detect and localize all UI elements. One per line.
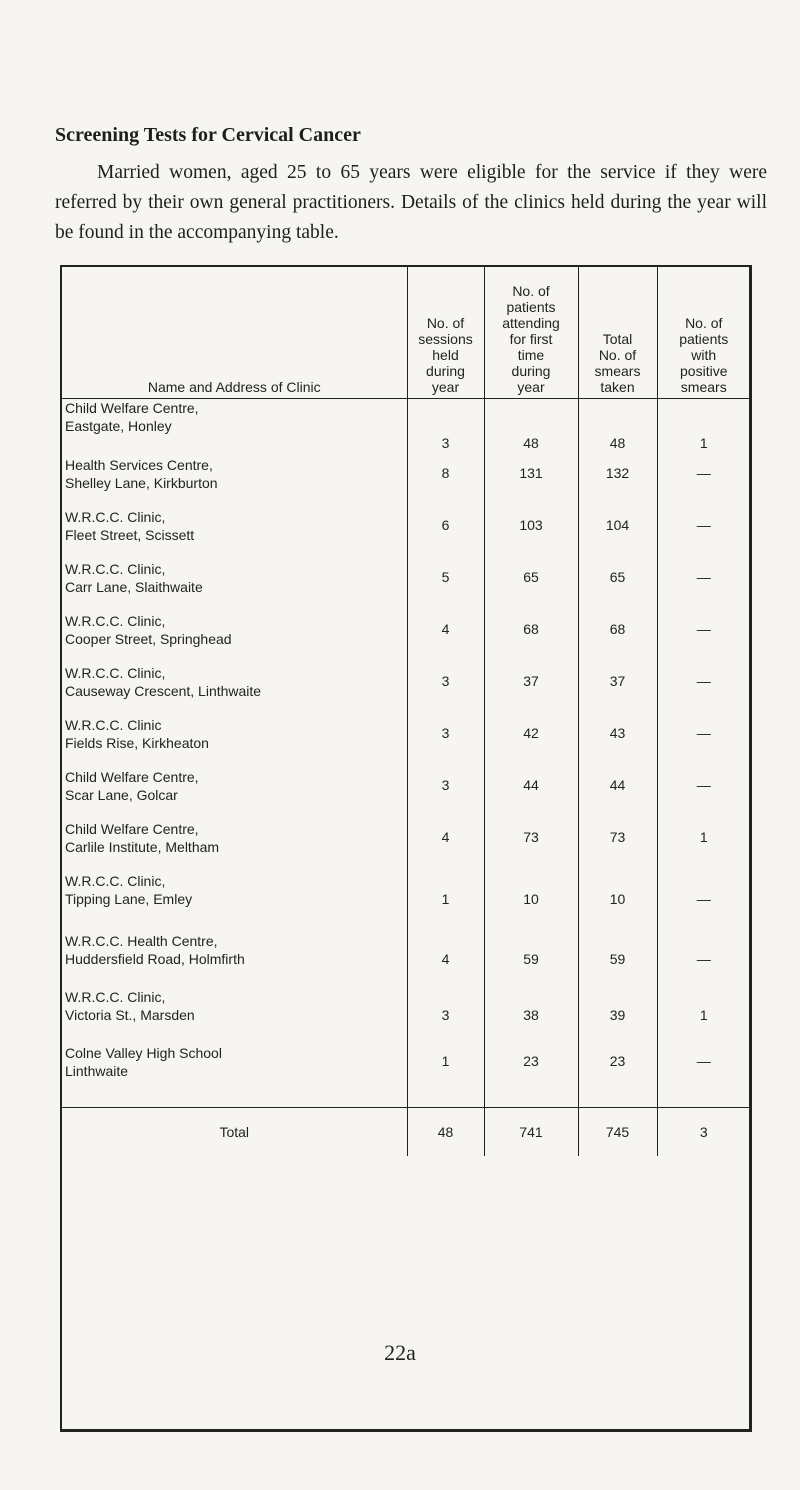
table-row	[62, 399, 750, 456]
smears-cell: 132	[578, 456, 657, 508]
first-time-cell: 44	[484, 768, 578, 820]
sessions-cell: 1	[407, 872, 484, 932]
table-row	[62, 716, 750, 768]
sessions-cell: 1	[407, 1044, 484, 1108]
sessions-cell: 4	[407, 932, 484, 988]
header-total-smears: Total No. of smears taken	[578, 267, 657, 399]
header-sessions: No. of sessions held during year	[407, 267, 484, 399]
total-smears: 745	[578, 1108, 657, 1157]
first-time-cell: 38	[484, 988, 578, 1044]
table-row	[62, 820, 750, 872]
page-number: 22a	[384, 1340, 416, 1365]
clinic-name-cell: Colne Valley High School Linthwaite	[62, 1044, 407, 1108]
intro-paragraph: Married women, aged 25 to 65 years were eligible for the service if they were referred by their own general practitioners. Details of the clinics held during the year will be found in the accompanying table.	[55, 162, 767, 243]
total-first-time: 741	[484, 1108, 578, 1157]
table-row	[62, 560, 750, 612]
sessions-cell: 4	[407, 612, 484, 664]
clinic-name-cell: W.R.C.C. Health Centre, Huddersfield Road, Holmfirth	[62, 932, 407, 988]
section-heading: Screening Tests for Cervical Cancer	[55, 124, 361, 146]
sessions-cell: 5	[407, 560, 484, 612]
positive-cell: —	[696, 776, 711, 793]
smears-cell: 104	[578, 508, 657, 560]
clinic-name-cell: W.R.C.C. Clinic, Cooper Street, Springhead	[62, 612, 407, 664]
clinic-name-cell: Child Welfare Centre, Eastgate, Honley	[62, 399, 407, 456]
header-positive-smears: No. of patients with positive smears	[657, 267, 750, 399]
header-clinic-name: Name and Address of Clinic	[62, 267, 407, 399]
sessions-cell: 3	[407, 716, 484, 768]
smears-cell: 73	[578, 820, 657, 872]
clinic-name-cell: W.R.C.C. Clinic, Fleet Street, Scissett	[62, 508, 407, 560]
table-row	[62, 1044, 750, 1108]
positive-cell: 1	[699, 1006, 708, 1023]
positive-cell: —	[696, 1052, 711, 1069]
first-time-cell: 23	[484, 1044, 578, 1108]
sessions-cell: 8	[407, 456, 484, 508]
first-time-cell: 42	[484, 716, 578, 768]
total-positive: 3	[657, 1108, 750, 1157]
sessions-cell: 3	[407, 768, 484, 820]
first-time-cell: 10	[484, 872, 578, 932]
clinic-name-cell: Health Services Centre, Shelley Lane, Kirkburton	[62, 456, 407, 508]
table-row	[62, 456, 750, 508]
first-time-cell: 73	[484, 820, 578, 872]
clinic-name-cell: W.R.C.C. Clinic Fields Rise, Kirkheaton	[62, 716, 407, 768]
smears-cell: 10	[578, 872, 657, 932]
table-row	[62, 612, 750, 664]
positive-cell: —	[696, 724, 711, 741]
clinic-name-cell: W.R.C.C. Clinic, Carr Lane, Slaithwaite	[62, 560, 407, 612]
clinic-name-cell: Child Welfare Centre, Scar Lane, Golcar	[62, 768, 407, 820]
smears-cell: 43	[578, 716, 657, 768]
smears-cell: 39	[578, 988, 657, 1044]
sessions-cell: 3	[407, 988, 484, 1044]
total-sessions: 48	[407, 1108, 484, 1157]
smears-cell: 23	[578, 1044, 657, 1108]
first-time-cell: 65	[484, 560, 578, 612]
table-row	[62, 988, 750, 1044]
table-header-row	[62, 267, 750, 399]
table-row	[62, 768, 750, 820]
first-time-cell: 37	[484, 664, 578, 716]
smears-cell: 65	[578, 560, 657, 612]
first-time-cell: 68	[484, 612, 578, 664]
positive-cell: —	[696, 890, 711, 907]
positive-cell: 1	[699, 828, 708, 845]
first-time-cell: 131	[484, 456, 578, 508]
sessions-cell: 3	[407, 664, 484, 716]
positive-cell: —	[696, 950, 711, 967]
clinics-table-frame	[60, 265, 752, 1432]
positive-cell: —	[696, 464, 711, 481]
table-row	[62, 508, 750, 560]
header-first-time-patients: No. of patients attending for first time during year	[484, 267, 578, 399]
smears-cell: 59	[578, 932, 657, 988]
smears-cell: 37	[578, 664, 657, 716]
total-row	[62, 1108, 750, 1157]
table-row	[62, 932, 750, 988]
clinic-name-cell: Child Welfare Centre, Carlile Institute, Meltham	[62, 820, 407, 872]
table-row	[62, 872, 750, 932]
positive-cell: —	[696, 672, 711, 689]
sessions-cell: 6	[407, 508, 484, 560]
smears-cell: 44	[578, 768, 657, 820]
positive-cell: —	[696, 568, 711, 585]
table-row	[62, 664, 750, 716]
total-label: Total	[62, 1108, 407, 1157]
first-time-cell: 59	[484, 932, 578, 988]
first-time-cell: 103	[484, 508, 578, 560]
sessions-cell: 4	[407, 820, 484, 872]
smears-cell: 48	[578, 399, 657, 456]
clinic-name-cell: W.R.C.C. Clinic, Victoria St., Marsden	[62, 988, 407, 1044]
positive-cell: —	[696, 516, 711, 533]
clinic-name-cell: W.R.C.C. Clinic, Tipping Lane, Emley	[62, 872, 407, 932]
clinic-name-cell: W.R.C.C. Clinic, Causeway Crescent, Linthwaite	[62, 664, 407, 716]
smears-cell: 68	[578, 612, 657, 664]
positive-cell: —	[696, 620, 711, 637]
sessions-cell: 3	[407, 399, 484, 456]
positive-cell: 1	[699, 435, 708, 451]
clinics-table	[62, 267, 750, 1156]
first-time-cell: 48	[484, 399, 578, 456]
